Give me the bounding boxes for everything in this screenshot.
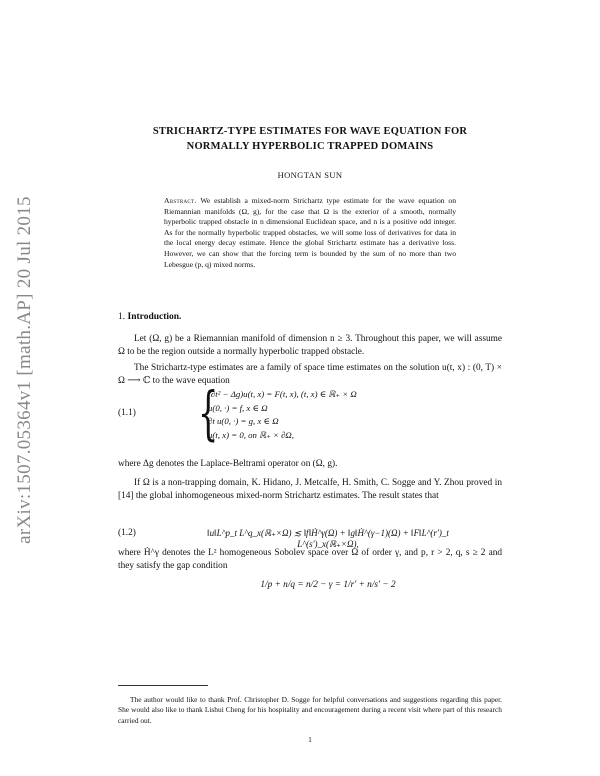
paragraph-sobolev: where Ḣ^γ denotes the L² homogeneous Sobolev space over Ω of order γ, and p, r > 2, q, s ≥ 2 and they satisfy the gap condition	[118, 548, 502, 572]
section-title: Introduction.	[127, 312, 182, 322]
system-line: (∂t² − Δg)u(t, x) = F(t, x), (t, x) ∈ ℝ₊ × Ω	[208, 389, 357, 399]
system-lines	[208, 388, 357, 442]
arxiv-identifier-stamp	[10, 160, 40, 580]
page-number: 1	[308, 735, 312, 744]
intro-paragraph-2: The Strichartz-type estimates are a family of space time estimates on the solution u(t, x) : (0, T) × Ω ⟶ ℂ to the wave equation	[118, 363, 502, 387]
system-line: ∂t u(0, ·) = g, x ∈ Ω	[208, 416, 279, 427]
author-name: HONGTAN SUN	[277, 170, 343, 180]
acknowledgement-footnote: The author would like to thank Prof. Christopher D. Sogge for helpful conversations and suggestions regarding this paper. She would also like to thank Lishui Cheng for his hospitality and encouragement during a recent visit where part of this research carried out.	[118, 695, 502, 725]
intro-paragraph-1: Let (Ω, g) be a Riemannian manifold of dimension n ≥ 3. Throughout this paper, we will assume Ω to be the region outside a normally hyperbolic trapped obstacle.	[118, 334, 502, 358]
gap-condition: 1/p + n/q = n/2 − γ = 1/r′ + n/s′ − 2	[260, 580, 396, 590]
paper-title	[118, 124, 502, 154]
equation-label-1-2: (1.2)	[118, 528, 136, 538]
strichartz-estimate: ‖u‖L^p_t L^q_x(ℝ₊×Ω) ≲ ‖f‖Ḣ^γ(Ω) + ‖g‖Ḣ^(γ−1)(Ω) + ‖F‖L^(r′)_t L^(s′)_x(ℝ₊×Ω),	[207, 528, 449, 549]
section-number: 1.	[118, 312, 126, 322]
wave-equation-system	[198, 379, 458, 447]
arxiv-id-text: arXiv:1507.05364v1 [math.AP] 20 Jul 2015	[14, 196, 35, 544]
paragraph-nontrapping: If Ω is a non-trapping domain, K. Hidano, J. Metcalfe, H. Smith, C. Sogge and Y. Zhou proved in [14] the global inhomogeneous mixed-norm Strichartz estimates. The result states that	[118, 478, 502, 502]
abstract-label: Abstract.	[164, 196, 197, 205]
paragraph-laplace-beltrami: where Δg denotes the Laplace-Beltrami operator on (Ω, g).	[118, 459, 338, 469]
footnote-divider	[118, 685, 208, 686]
system-line: u(t, x) = 0, on ℝ₊ × ∂Ω,	[208, 429, 294, 440]
title-line-1: STRICHARTZ-TYPE ESTIMATES FOR WAVE EQUATION FOR	[152, 126, 468, 137]
equation-label-1-1: (1.1)	[118, 408, 136, 418]
abstract-text: We establish a mixed-norm Strichartz type estimate for the wave equation on Riemannian manifolds (Ω, g), for the case that Ω is the exterior of a smooth, normally hyperbolic trapped obstacle in n dimensional Euclidean space, and n is a positive odd integer. As for the normally hyperbolic trapped obstacles, we will some loss of derivatives for data in the local energy decay estimate. Hence the global Strichartz estimate has a derivative loss. However, we can show that the forcing term is bounded by the sum of no more than two Lebesgue (p, q) mixed norms.	[164, 196, 456, 269]
system-line: u(0, ·) = f, x ∈ Ω	[208, 402, 268, 413]
abstract	[164, 196, 456, 270]
title-line-2: NORMALLY HYPERBOLIC TRAPPED DOMAINS	[186, 141, 434, 152]
section-heading	[118, 312, 181, 322]
left-brace: {	[198, 379, 219, 447]
